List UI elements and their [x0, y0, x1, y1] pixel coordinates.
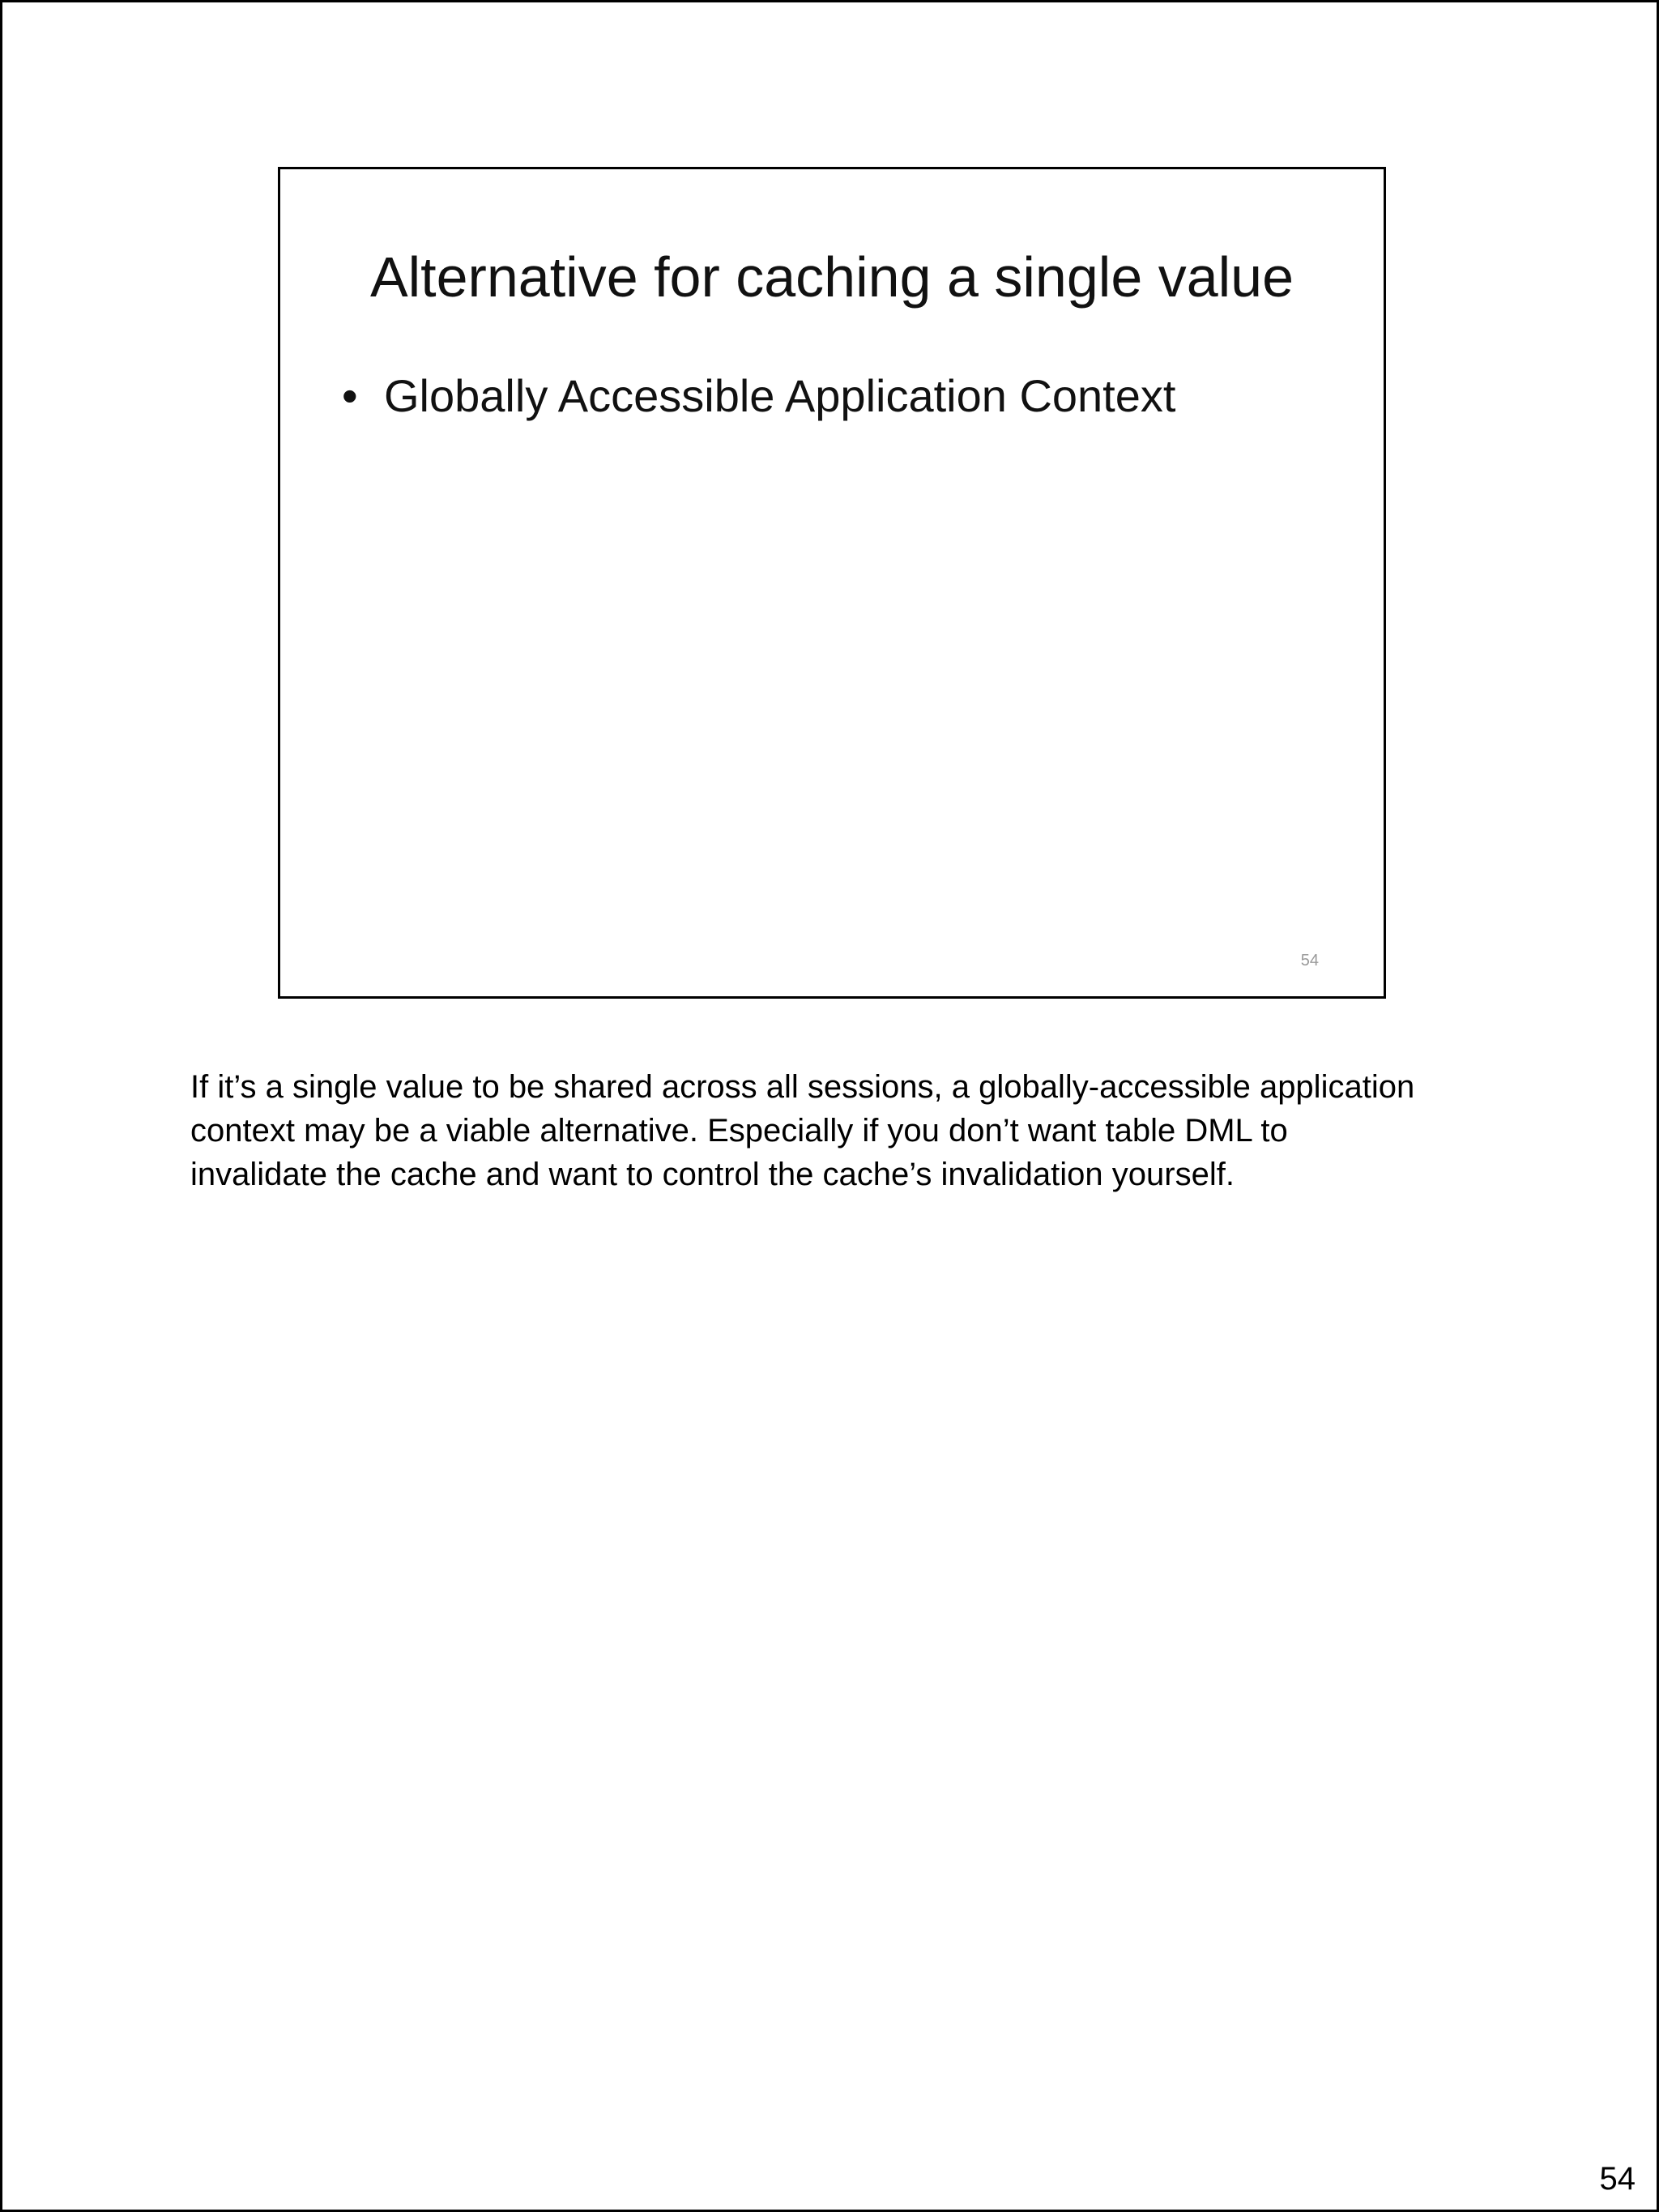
bullet-text: Globally Accessible Application Context	[384, 370, 1176, 421]
notes-line: context may be a viable alternative. Especially if you don’t want table DML to	[190, 1113, 1288, 1149]
bullet-marker: •	[342, 370, 358, 421]
slide-thumbnail	[278, 167, 1386, 999]
page-number: 54	[1599, 2161, 1636, 2197]
slide-bullet-item	[342, 368, 1175, 424]
speaker-notes	[190, 1065, 1495, 1196]
notes-line: invalidate the cache and want to control the cache’s invalidation yourself.	[190, 1157, 1235, 1192]
slide-title: Alternative for caching a single value	[369, 245, 1294, 309]
slide-number: 54	[1300, 952, 1319, 970]
notes-line: If it’s a single value to be shared across all sessions, a globally-accessible application	[190, 1069, 1415, 1105]
